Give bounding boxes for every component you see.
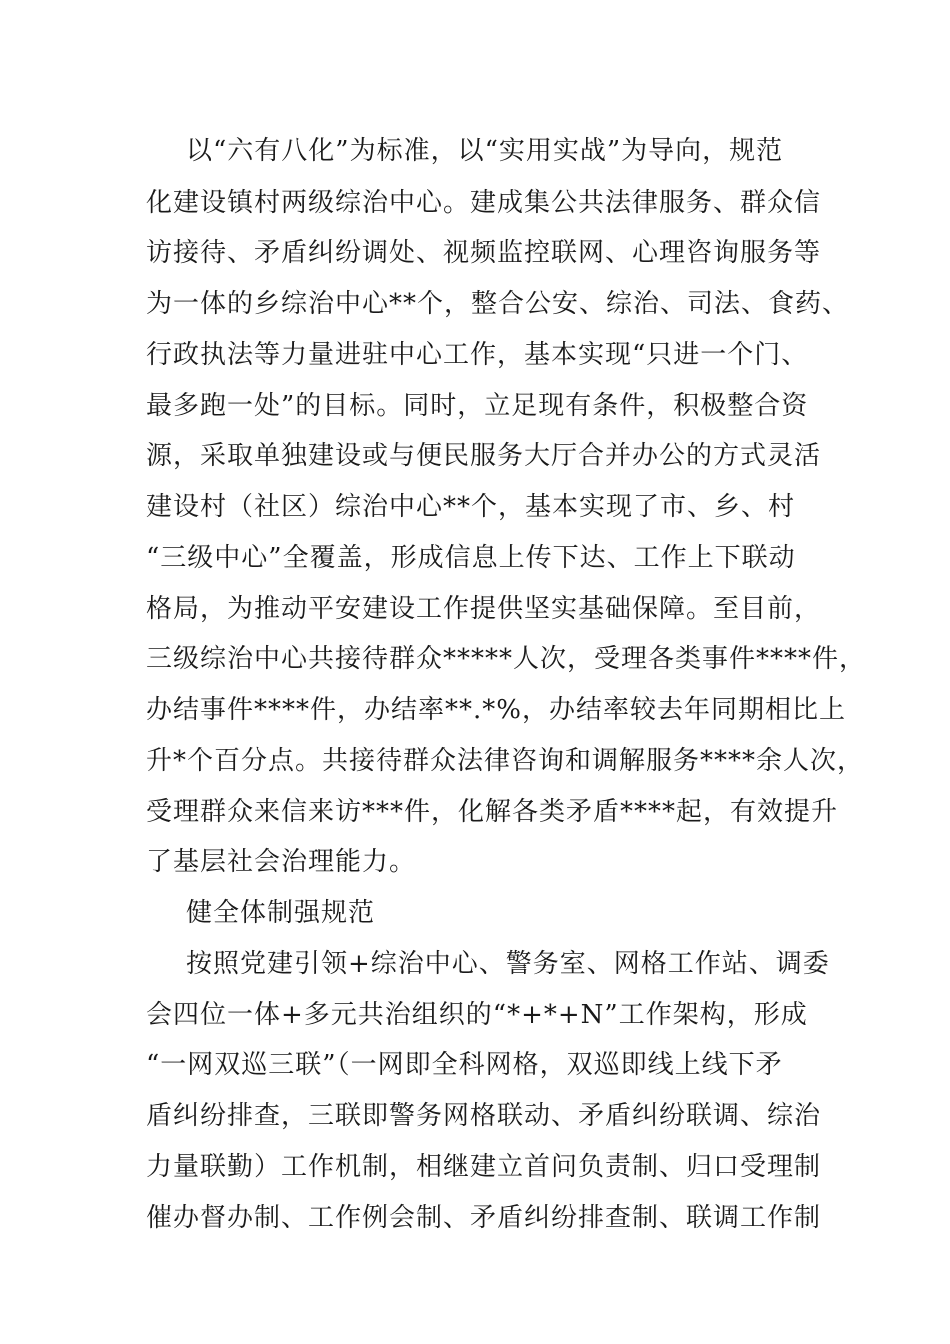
paragraph-line: 升*个百分点。共接待群众法律咨询和调解服务****余人次， (146, 746, 865, 776)
paragraph-line: 格局，为推动平安建设工作提供坚实基础保障。至目前， (146, 594, 822, 624)
paragraph-line: 受理群众来信来访***件，化解各类矛盾****起，有效提升 (146, 797, 839, 827)
paragraph-line: 了基层社会治理能力。 (146, 847, 417, 877)
paragraph-line: 为一体的乡综治中心**个，整合公安、综治、司法、食药、 (146, 289, 850, 319)
paragraph-line: “一网双巡三联”（一网即全科网格，双巡即线上线下矛 (146, 1050, 783, 1080)
paragraph-line: 催办督办制、工作例会制、矛盾纠纷排查制、联调工作制 (146, 1203, 822, 1233)
paragraph-line: 三级综治中心共接待群众*****人次，受理各类事件****件， (146, 644, 867, 674)
paragraph-line: 力量联勤）工作机制，相继建立首问负责制、归口受理制 (146, 1152, 822, 1182)
paragraph-line: 盾纠纷排查，三联即警务网格联动、矛盾纠纷联调、综治 (146, 1101, 822, 1131)
paragraph-line: “三级中心”全覆盖，形成信息上传下达、工作上下联动 (146, 543, 796, 573)
paragraph-line: 办结事件****件，办结率**.*%，办结率较去年同期相比上 (146, 695, 846, 725)
paragraph-line: 化建设镇村两级综治中心。建成集公共法律服务、群众信 (146, 188, 822, 218)
paragraph-line: 源，采取单独建设或与便民服务大厅合并办公的方式灵活 (146, 441, 822, 471)
paragraph-line: 最多跑一处”的目标。同时，立足现有条件，积极整合资 (146, 391, 809, 421)
paragraph-line: 会四位一体+多元共治组织的“*+*+N”工作架构，形成 (146, 1000, 808, 1030)
paragraph-line: 按照党建引领+综治中心、警务室、网格工作站、调委 (186, 949, 830, 979)
paragraph-line: 建设村（社区）综治中心**个，基本实现了市、乡、村 (146, 492, 796, 522)
paragraph-line: 以“六有八化”为标准，以“实用实战”为导向，规范 (186, 136, 784, 166)
paragraph-line: 行政执法等力量进驻中心工作，基本实现“只进一个门、 (146, 340, 809, 370)
paragraph-line: 访接待、矛盾纠纷调处、视频监控联网、心理咨询服务等 (146, 238, 822, 268)
section-heading: 健全体制强规范 (186, 898, 376, 928)
